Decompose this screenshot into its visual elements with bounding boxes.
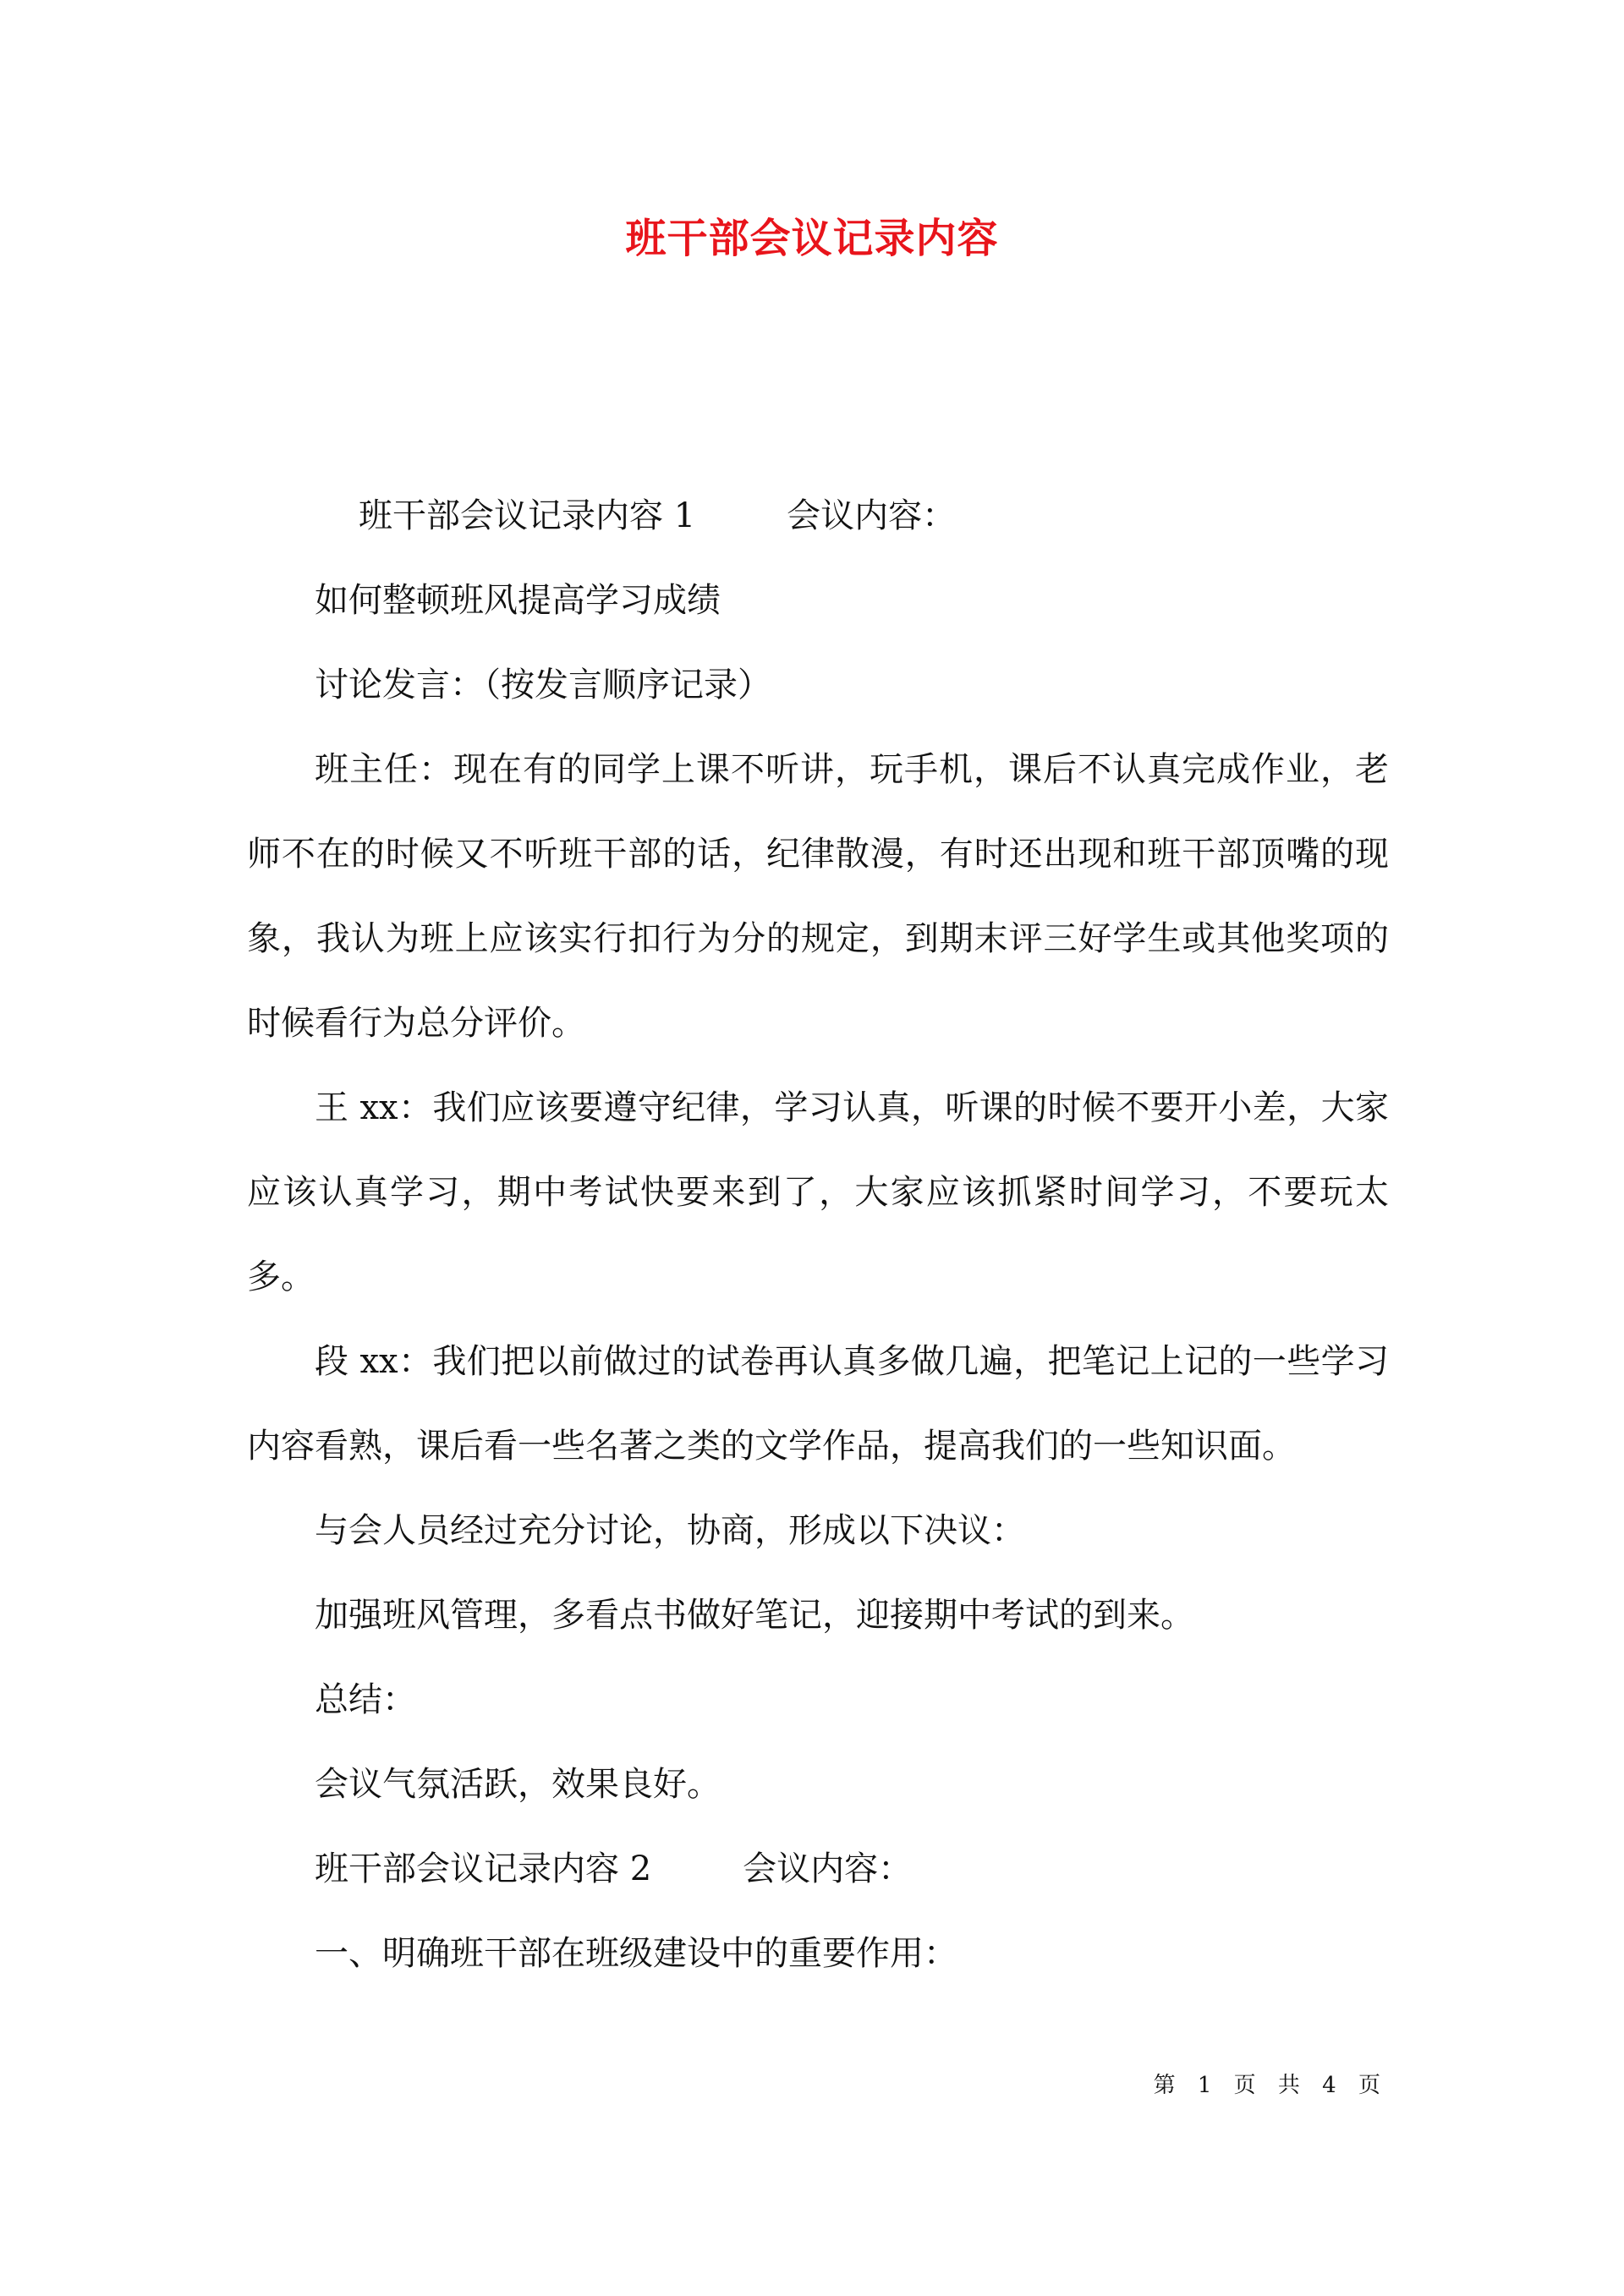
- document-title: 班干部会议记录内容: [625, 215, 999, 262]
- section-heading-2-label: 班干部会议记录内容 2: [315, 1849, 652, 1888]
- speech-duan: 段 xx：我们把以前做过的试卷再认真多做几遍，把笔记上记的一些学习内容看熟，课后看一些名著之类的文学作品，提高我们的一些知识面。: [247, 1342, 1389, 1466]
- point-one: 一、明确班干部在班级建设中的重要作用：: [315, 1934, 957, 1973]
- section-heading-1-label: 班干部会议记录内容 1: [359, 496, 696, 535]
- discussion-heading: 讨论发言：（按发言顺序记录）: [315, 666, 771, 704]
- summary-text: 会议气氛活跃，效果良好。: [315, 1765, 721, 1804]
- document-body: [247, 474, 1389, 1996]
- summary-heading: 总结：: [315, 1680, 416, 1719]
- resolution-intro: 与会人员经过充分讨论，协商，形成以下决议：: [315, 1511, 1025, 1550]
- section-heading-1: [247, 474, 1389, 558]
- meeting-topic: 如何整顿班风提高学习成绩: [315, 581, 721, 620]
- page-number: 第 1 页 共 4 页: [1153, 2073, 1385, 2098]
- section-heading-1-tail: 会议内容：: [787, 496, 957, 535]
- resolution-text: 加强班风管理，多看点书做好笔记，迎接期中考试的到来。: [315, 1596, 1194, 1635]
- speech-wang: 王 xx：我们应该要遵守纪律，学习认真，听课的时候不要开小差，大家应该认真学习，期中考试快要来到了，大家应该抓紧时间学习，不要玩太多。: [247, 1088, 1389, 1296]
- section-heading-2: [247, 1827, 1389, 1911]
- speech-head-teacher: 班主任：现在有的同学上课不听讲，玩手机，课后不认真完成作业，老师不在的时候又不听班干部的话，纪律散漫，有时还出现和班干部顶嘴的现象，我认为班上应该实行扣行为分的规定，到期末评三好学生或其他奖项的时候看行为总分评价。: [247, 750, 1389, 1043]
- section-heading-2-tail: 会议内容：: [743, 1849, 913, 1888]
